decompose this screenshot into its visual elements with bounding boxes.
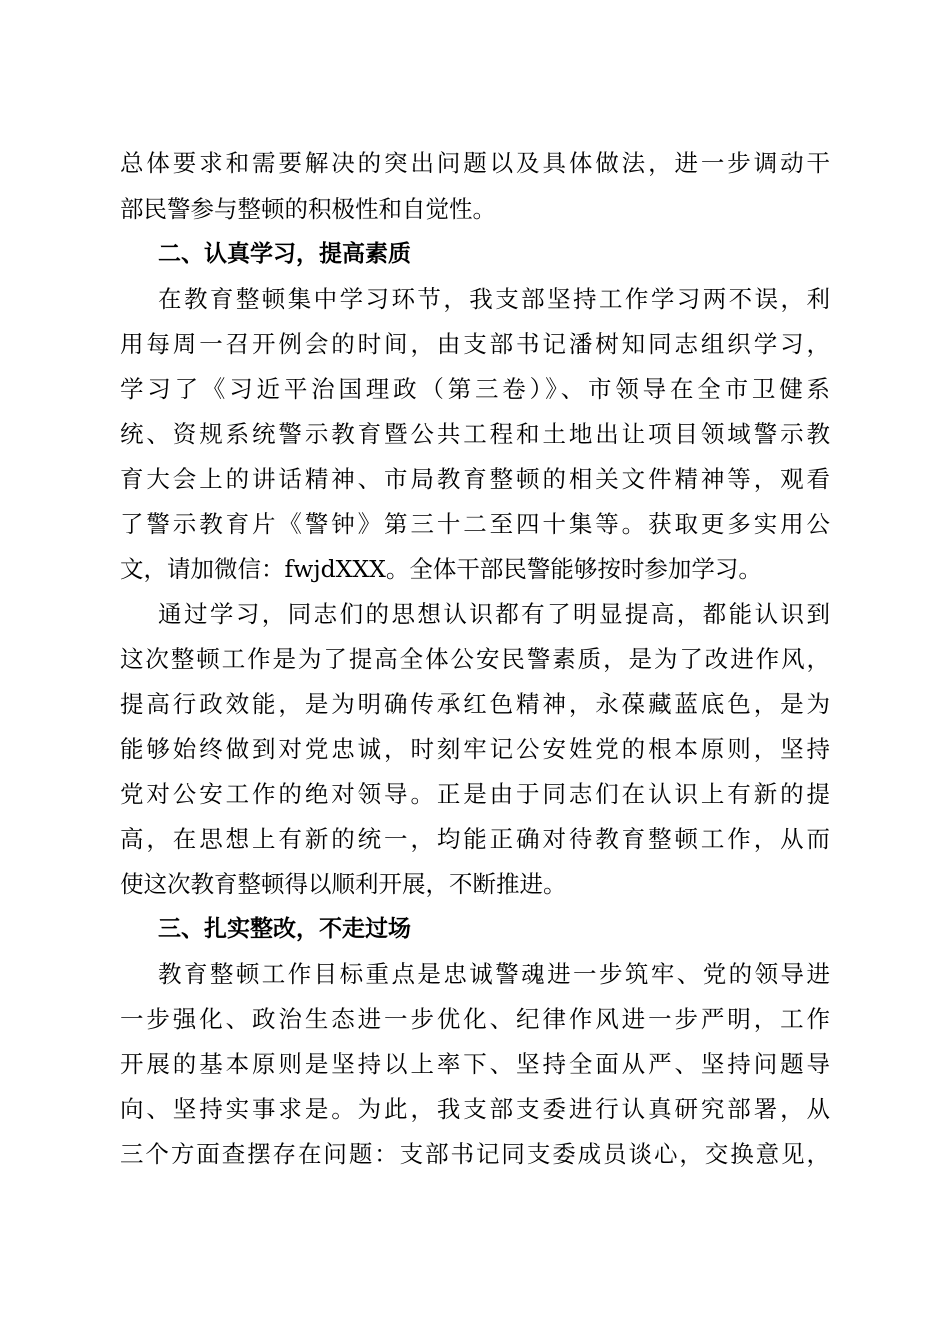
text-line: 育大会上的讲话精神、市局教育整顿的相关文件精神等，观看	[120, 465, 830, 493]
text-line: 能够始终做到对党忠诚，时刻牢记公安姓党的根本原则，坚持	[120, 735, 830, 763]
text-line: 教育整顿工作目标重点是忠诚警魂进一步筑牢、党的领导进	[158, 960, 830, 988]
text-line: 部民警参与整顿的积极性和自觉性。	[120, 195, 496, 223]
text-line: 文，请加微信：fwjdXXX。全体干部民警能够按时参加学习。	[120, 555, 762, 583]
text-line: 高，在思想上有新的统一，均能正确对待教育整顿工作，从而	[120, 825, 830, 853]
text-line: 学习了《习近平治国理政（第三卷）》、市领导在全市卫健系	[120, 375, 830, 403]
text-line: 党对公安工作的绝对领导。正是由于同志们在认识上有新的提	[120, 780, 830, 808]
text-line: 提高行政效能，是为明确传承红色精神，永葆藏蓝底色，是为	[120, 690, 830, 718]
text-line: 用每周一召开例会的时间，由支部书记潘树知同志组织学习，	[120, 330, 830, 358]
text-line: 在教育整顿集中学习环节，我支部坚持工作学习两不误，利	[158, 285, 830, 313]
text-line: 总体要求和需要解决的突出问题以及具体做法，进一步调动干	[120, 149, 830, 177]
text-line: 这次整顿工作是为了提高全体公安民警素质，是为了改进作风，	[120, 645, 830, 673]
text-line: 三个方面查摆存在问题：支部书记同支委成员谈心，交换意见，	[120, 1140, 830, 1168]
section-heading: 三、扎实整改，不走过场	[158, 916, 411, 942]
text-line: 通过学习，同志们的思想认识都有了明显提高，都能认识到	[158, 600, 830, 628]
text-line: 了警示教育片《警钟》第三十二至四十集等。获取更多实用公	[120, 510, 830, 538]
text-line: 向、坚持实事求是。为此，我支部支委进行认真研究部署，从	[120, 1095, 830, 1123]
text-line: 使这次教育整顿得以顺利开展，不断推进。	[120, 870, 567, 898]
text-line: 开展的基本原则是坚持以上率下、坚持全面从严、坚持问题导	[120, 1050, 830, 1078]
section-heading: 二、认真学习，提高素质	[158, 241, 411, 267]
text-line: 统、资规系统警示教育暨公共工程和土地出让项目领域警示教	[120, 420, 830, 448]
text-line: 一步强化、政治生态进一步优化、纪律作风进一步严明，工作	[120, 1005, 830, 1033]
